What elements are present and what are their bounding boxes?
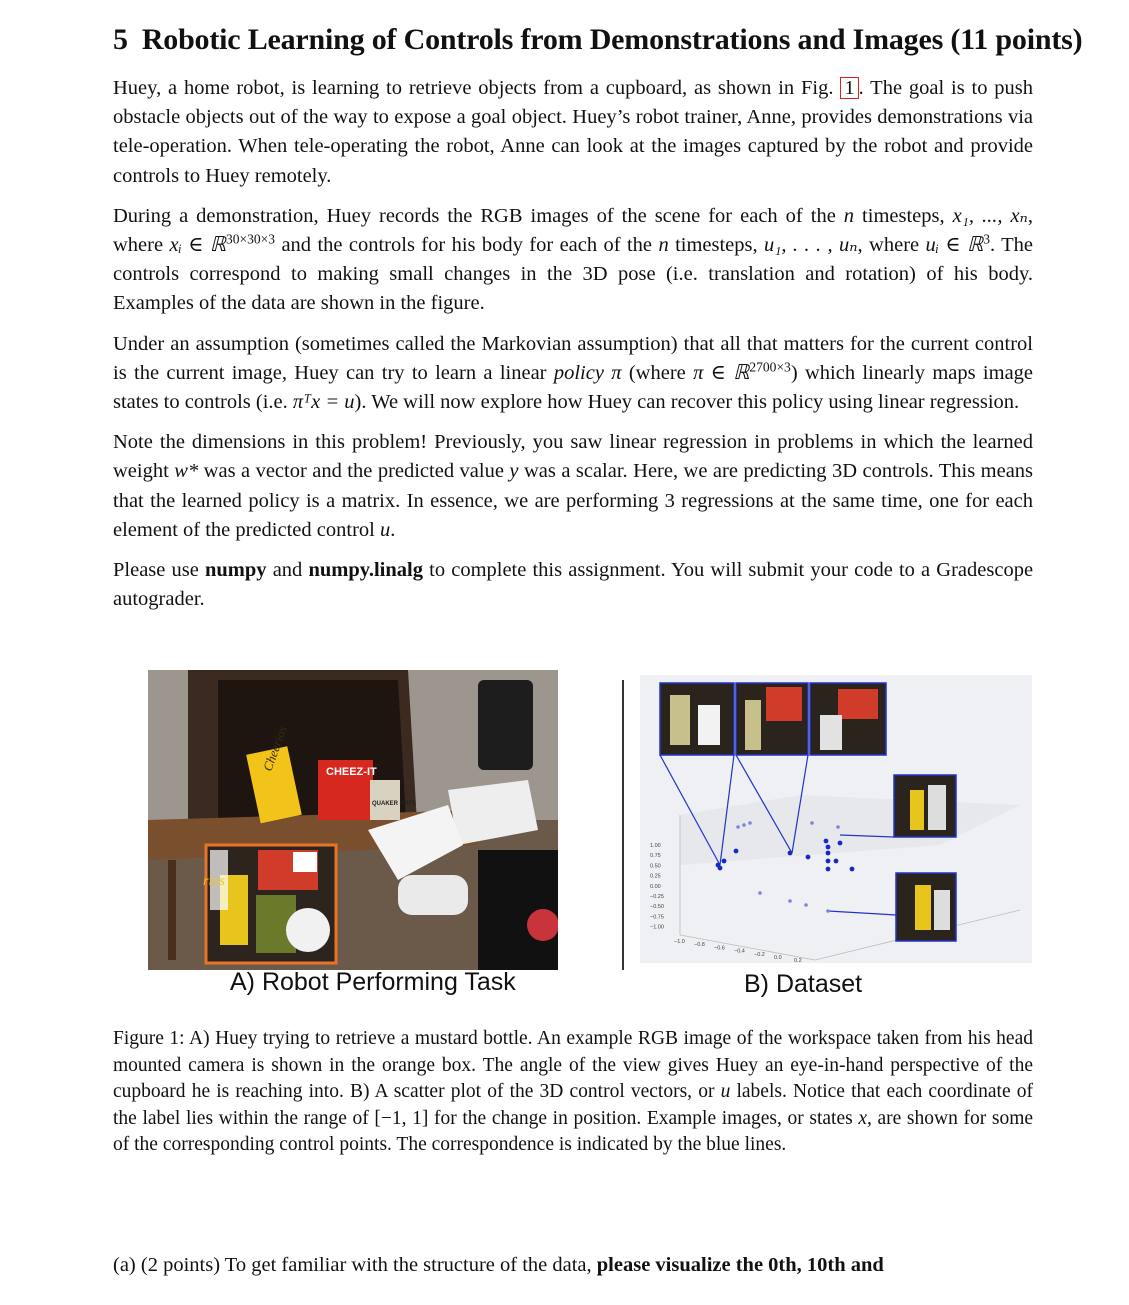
page-content: [113, 18, 1083, 625]
math-policy: policy π: [553, 361, 622, 384]
photo-text-tios: rios: [203, 874, 225, 889]
p5-text-a: Please use: [113, 559, 199, 582]
p4-text-a: Note the dimensions in this problem! Previously, you saw linear regression in problems in which the learned weight: [113, 431, 1033, 483]
p2-text-c: , where: [113, 204, 1033, 257]
p3-text-d: ). We will now explore how Huey can recover this policy using linear regression.: [354, 391, 1020, 414]
caption-math-x: x: [858, 1107, 867, 1129]
paragraph-1: [113, 74, 1033, 191]
math-sup-3: 3: [983, 231, 990, 247]
scatter-point: [748, 821, 752, 825]
p2-text-e: timesteps,: [675, 234, 758, 257]
x-tick-label: −0.8: [694, 942, 705, 949]
p2-text-f: , where: [857, 234, 920, 257]
scatter-point: [722, 859, 727, 864]
math-n: n: [843, 204, 855, 227]
figure-ref-link[interactable]: 1: [840, 77, 858, 99]
p2-text-a: During a demonstration, Huey records the RGB images of the scene for each of the: [113, 204, 836, 227]
z-tick-label: 0.00: [650, 883, 661, 890]
math-pi-domain: π ∈ ℝ: [693, 361, 750, 384]
p4-text-b: was a vector and the predicted value: [203, 460, 504, 483]
bold-numpy: numpy: [205, 559, 267, 582]
p4-text-c: was a scalar. Here, we are predicting 3D controls. This means that the learned policy is a matrix. In essence, we are performing 3 regressions at the same time, one for each element of the predicted control: [113, 460, 1034, 541]
caption-text-a: Figure 1: A) Huey trying to retrieve a mustard bottle. An example RGB image of the workspace taken from his head mounted camera is shown in the orange box. The angle of the view gives Huey an eye-in-hand perspective of the cupboard he is reaching into. B) A scatter plot of the 3D control vectors, or: [113, 1028, 1033, 1102]
scatter-point: [834, 859, 839, 864]
photo-text-cheerios: Cheerios: [259, 723, 290, 774]
math-n-2: n: [658, 234, 669, 257]
caption-math-u: u: [720, 1081, 731, 1102]
caption-text-c: , are shown for some of the corresponding control points. The correspondence is indicated by the blue lines.: [113, 1107, 1034, 1155]
x-tick-label: −0.4: [734, 948, 745, 955]
p1-text-a: Huey, a home robot, is learning to retrieve objects from a cupboard, as shown in Fig.: [113, 77, 834, 99]
example-state-image-4: [894, 775, 956, 837]
z-tick-label: −0.50: [650, 904, 664, 911]
dataset-scatter-plot: [640, 675, 1032, 963]
scatter-point: [838, 841, 843, 846]
figure-caption: [113, 1026, 1033, 1159]
x-tick-label: 0.2: [794, 958, 802, 963]
x-tick-label: −0.6: [714, 945, 725, 952]
paragraph-3: [113, 330, 1033, 418]
photo-text-quaker: QUAKER OATS: [372, 801, 416, 807]
math-y: y: [509, 460, 519, 483]
math-w-star: w*: [174, 460, 199, 483]
p2-text-d: and the controls for his body for each of the: [281, 234, 653, 257]
scatter-point: [826, 851, 831, 856]
math-x-seq: x₁, ..., xₙ: [952, 204, 1028, 227]
x-tick-label: −0.2: [754, 951, 765, 958]
section-title: Robotic Learning of Controls from Demonstrations and Images: [141, 23, 944, 56]
scatter-point: [836, 825, 840, 829]
scatter-point: [718, 866, 723, 871]
math-sup-policy-dims: 2700×3: [749, 359, 791, 375]
p3-text-c: ) which linearly maps image states to controls (i.e.: [113, 361, 1034, 414]
part-a-bold-text: please visualize the 0th, 10th and: [596, 1254, 884, 1276]
robot-photo: [148, 670, 558, 970]
figure-divider: [622, 680, 624, 970]
section-number: 5: [113, 23, 128, 56]
bold-numpy-linalg: numpy.linalg: [308, 559, 423, 582]
scatter-point: [850, 867, 855, 872]
scatter-point: [788, 899, 792, 903]
part-a-text: (a) (2 points) To get familiar with the structure of the data,: [113, 1254, 592, 1276]
z-tick-label: 0.25: [650, 873, 661, 880]
robot-scene-illustration: [148, 670, 558, 970]
p2-text-g: . The controls correspond to making small changes in the 3D pose (i.e. translation and rotation) of his body. Examples of the data are shown in the figure.: [113, 234, 1033, 315]
p3-text-a: Under an assumption (sometimes called the Markovian assumption) that all that matters for the current control is the current image, Huey can try to learn a linear: [113, 332, 1033, 384]
x-tick-label: 0.0: [774, 955, 782, 961]
p4-text-d: .: [390, 518, 396, 541]
math-ui-domain: uᵢ ∈ ℝ: [925, 234, 984, 257]
paragraph-5: [113, 556, 1033, 614]
z-tick-label: 0.75: [650, 853, 661, 860]
scatter-point: [758, 891, 762, 895]
p5-text-b: and: [272, 559, 303, 582]
part-a-question: [113, 1250, 1033, 1280]
scatter-point: [788, 851, 793, 856]
figure-label-a: A) Robot Performing Task: [230, 968, 516, 996]
scatter-point: [804, 903, 808, 907]
p5-text-c: to complete this assignment. You will submit your code to a Gradescope autograder.: [113, 559, 1034, 611]
math-policy-eq: πᵀx = u: [292, 391, 355, 414]
math-xi-domain: xᵢ ∈ ℝ: [169, 234, 227, 257]
scatter-point: [806, 855, 811, 860]
p1-text-b: . The goal is to push obstacle objects out of the way to expose a goal object. Huey’s robot trainer, Anne, provides demonstrations via tele-operation. When tele-operating the robot, Anne can look at the images captured by the robot and provide controls to Huey remotely.: [113, 77, 1034, 187]
scatter-point: [810, 821, 814, 825]
z-tick-label: −0.25: [650, 894, 664, 900]
figure-label-b: B) Dataset: [744, 970, 863, 998]
p2-text-b: timesteps,: [862, 204, 945, 227]
scatter-point: [826, 845, 831, 850]
scatter-point: [826, 909, 830, 913]
section-heading: [113, 18, 1083, 62]
section-points: (11 points): [950, 23, 1083, 56]
dataset-panel: [640, 675, 1032, 963]
math-u: u: [379, 518, 391, 541]
photo-text-cheezit: CHEEZ-IT: [326, 766, 377, 778]
scatter-point: [734, 849, 739, 854]
math-sup-image-dims: 30×30×3: [226, 231, 276, 247]
x-tick-label: −1.0: [674, 939, 685, 945]
paragraph-2: [113, 202, 1033, 319]
math-u-seq: u₁, . . . , uₙ: [764, 234, 858, 257]
scatter-point: [826, 859, 831, 864]
scatter-point: [742, 823, 746, 827]
caption-text-b: labels. Notice that each coordinate of the label lies within the range of [−1, 1] for the change in position. Example images, or states: [113, 1081, 1034, 1129]
scatter-point: [824, 839, 829, 844]
z-tick-label: 1.00: [650, 843, 661, 849]
z-tick-label: −0.75: [650, 914, 664, 921]
figure-1: [148, 670, 1038, 1010]
scatter-point: [826, 867, 831, 872]
z-tick-label: −1.00: [650, 924, 664, 931]
z-tick-label: 0.50: [650, 863, 661, 870]
paragraph-4: [113, 428, 1033, 545]
p3-text-b: (where: [628, 361, 686, 384]
scatter-point: [736, 825, 740, 829]
